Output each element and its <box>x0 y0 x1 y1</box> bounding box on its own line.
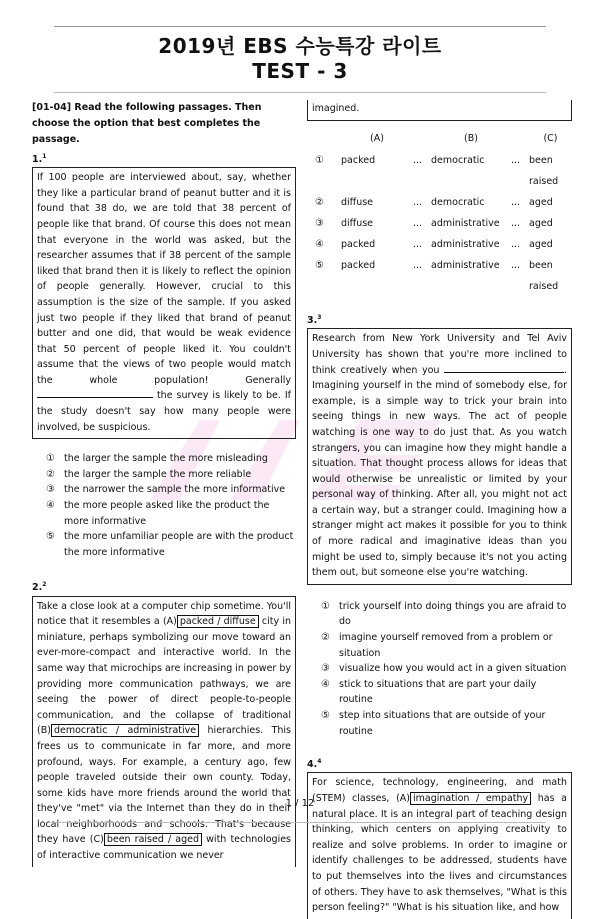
q3-option-4[interactable]: ④ stick to situations that are part your daily routine <box>321 678 537 706</box>
q1-option-3[interactable]: ③ the narrower the sample the more informative <box>46 484 286 496</box>
q2-passage: Take a close look at a computer chip sometime. You'll notice that it resembles a (A) packed / diffuse city in miniature, perhaps symbolizing our move toward an ever-more-compact and interactive world. In the same way that microchips are increasing in power by providing more communication pathways, we are seeing the power of direct people-to-people communication, and the collapse of traditional (B) democratic / administrative hierarchies. This frees us to communicate in far more, and more profound, ways. For example, a century ago, few people traveled outside their own county. Today, some kids have more friends around the world that they've "met" via the Internet than they do in their local neighborhoods and schools. That's because they have (C) been raised / aged with technologies of interactive communication we never <box>32 596 296 867</box>
q1-blank <box>37 388 153 398</box>
q2-option-1[interactable]: ① packed ... democratic ... been raised <box>315 155 559 188</box>
q3-option-5[interactable]: ⑤ step into situations that are outside of your routine <box>321 710 546 737</box>
q4-number: 4.$^4$ <box>307 758 322 771</box>
q1-option-2[interactable]: ② the larger the sample the more reliable <box>46 468 252 480</box>
q2-option-3[interactable]: ③ diffuse ... administrative ... aged <box>315 218 553 230</box>
top-rule <box>54 26 546 27</box>
q1-option-4[interactable]: ④ the more people asked like the product the more informative <box>46 500 270 527</box>
q2-table-header: (A) (B) (C) <box>370 132 558 144</box>
q3-option-2[interactable]: ② imagine yourself removed from a problem or situation <box>321 632 553 659</box>
q3-number: 3.$^3$ <box>307 314 322 327</box>
q3-option-1[interactable]: ① trick yourself into doing things you are afraid to do <box>321 600 567 628</box>
q1-option-1[interactable]: ① the larger the sample the more misleading <box>46 453 268 465</box>
q1-options <box>32 451 296 560</box>
q4-passage: For science, technology, engineering, and math (STEM) classes, (A) imagination / empathy has a natural place. It is an integral part of teaching design thinking, which centers on applying creativity to realize and solve problems. In order to imagine or identify challenges to be addressed, students have to put themselves into the lives and circumstances of others. They have to ask themselves, "What is this person feeling?" "What is his situation like, and how <box>307 772 572 918</box>
q2-option-5[interactable]: ⑤ packed ... administrative ... been raised <box>315 260 559 293</box>
q2-choice-a: packed / diffuse <box>177 615 259 628</box>
q3-option-3[interactable]: ③ visualize how you would act in a given situation <box>321 663 567 675</box>
q2-number: 2.$^2$ <box>32 581 47 594</box>
instructions: [01-04] Read the following passages. Then choose the option that best completes the passage. <box>32 102 262 145</box>
right-column <box>307 100 572 919</box>
header-rule <box>54 92 546 93</box>
q2-passage-continued: imagined. <box>307 100 572 121</box>
q1-option-5[interactable]: ⑤ the more unfamiliar people are with the product the more informative <box>46 531 294 558</box>
q2-option-2[interactable]: ② diffuse ... democratic ... aged <box>315 197 553 209</box>
q3-passage: Research from New York University and Tel Aviv University has shown that you're more inclined to think creatively when you . Imagining yourself in the mind of somebody else, for example, is a simple way to trick your brain into seeing things in new ways. The act of people watching is one way to do just that. As you watch strangers, you can imagine how they might handle a situation. That thought process allows for ideas that would otherwise be unrealistic or limited by your personal way of thinking. After all, you might not act a certain way, but a stranger could. Imagining how a stranger might act makes it possible for you to think of more radical and imaginative ideas than you might be used to, simply because it's not you acting them out, but someone else you're watching. <box>307 328 572 585</box>
q1-number: 1.$^1$ <box>32 153 47 166</box>
q1-passage: If 100 people are interviewed about, say, whether they like a particular brand of peanut butter and it is found that 38 do, we are told that 38 percent of people like that brand. Of course this does not mean that everyone in the world was asked, but the researcher assumes that if 38 percent of the sample liked that brand then it is likely to reflect the opinion of people generally. However, crucial to this assumption is the size of the sample. If you asked just two people if they liked that brand of peanut butter and one did, that would be weak evidence that 50 percent of people liked it. You couldn't assume that the views of two people would match the whole population! Generally the survey is likely to be. If the study doesn't say how many people were involved, be suspicious. <box>32 167 296 439</box>
left-column <box>32 100 296 867</box>
test-title: TEST - 3 <box>252 59 348 83</box>
page-title: 2019년 EBS 수능특강 라이트 <box>158 34 442 58</box>
q4-choice-a: imagination / empathy <box>410 792 531 805</box>
bottom-rule <box>54 822 546 823</box>
q3-options <box>307 599 572 739</box>
q2-choice-c: been raised / aged <box>104 833 202 846</box>
q2-option-4[interactable]: ④ packed ... administrative ... aged <box>315 239 553 251</box>
q3-blank <box>444 363 564 373</box>
page-number: 1 / 12 <box>285 798 315 809</box>
q2-options <box>307 150 572 297</box>
q2-choice-b: democratic / administrative <box>51 724 199 737</box>
